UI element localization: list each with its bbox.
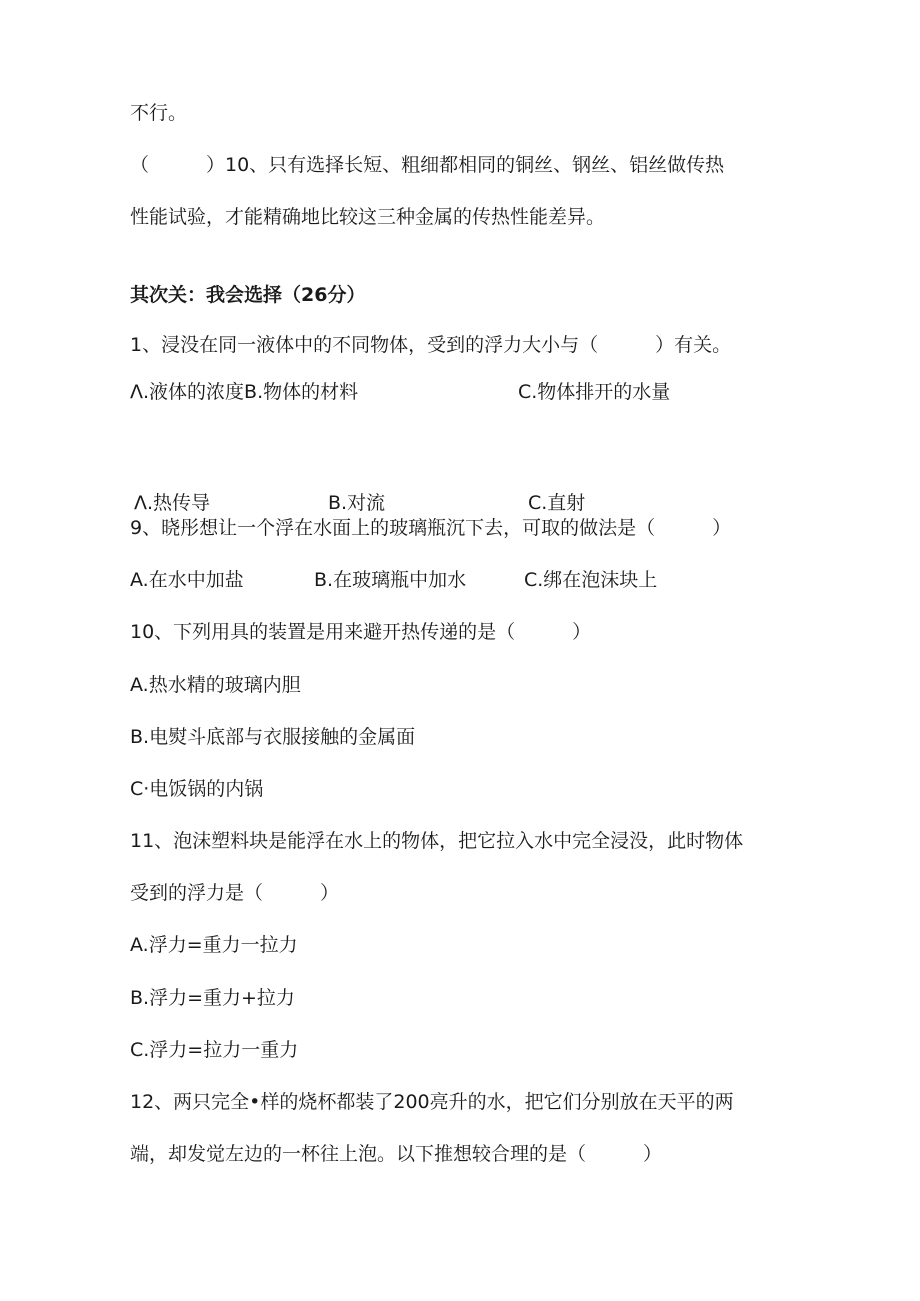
- question-10: 10、下列用具的装置是用来避开热传递的是（ ）: [130, 621, 592, 643]
- question-11-option-b: B.浮力=重力+拉力: [130, 987, 295, 1009]
- question-1-option-ab: Λ.液体的浓度B.物体的材料: [130, 381, 359, 403]
- question-10-option-c: C·电饭锅的内锅: [130, 778, 264, 800]
- question-9-option-c: C.绑在泡沫块上: [524, 569, 658, 591]
- question-12-cont: 端，却发觉左边的一杯往上泡。以下推想较合理的是（ ）: [130, 1143, 663, 1165]
- question-10-option-b: B.电熨斗底部与衣服接触的金属面: [130, 726, 416, 748]
- question-12: 12、两只完全•样的烧杯都装了200亮升的水，把它们分别放在天平的两: [130, 1091, 734, 1113]
- question-8-option-a: Λ.热传导: [134, 492, 211, 514]
- question-11-cont: 受到的浮力是（ ）: [130, 882, 340, 904]
- question-1-option-c: C.物体排开的水量: [518, 381, 671, 403]
- question-9-option-b: B.在玻璃瓶中加水: [314, 569, 467, 591]
- question-9: 9、晓彤想让一个浮在水面上的玻璃瓶沉下去，可取的做法是（ ）: [130, 517, 732, 539]
- question-1: 1、浸没在同一液体中的不同物体，受到的浮力大小与（ ）有关。: [130, 334, 732, 356]
- question-11-option-c: C.浮力=拉力一重力: [130, 1039, 299, 1061]
- question-11: 11、泡沫塑料块是能浮在水上的物体，把它拉入水中完全浸没，此时物体: [130, 830, 744, 852]
- question-9-option-a: A.在水中加盐: [130, 569, 244, 591]
- question-8-option-b: B.对流: [328, 492, 386, 514]
- question-8-option-c: C.直射: [528, 492, 586, 514]
- true-false-question-10: （ ）10、只有选择长短、粗细都相同的铜丝、钢丝、铝丝做传热: [130, 154, 725, 176]
- text-line-continuation: 不行。: [130, 102, 188, 124]
- section-title: 其次关：我会选择（26分）: [130, 284, 366, 306]
- question-10-option-a: A.热水精的玻璃内胆: [130, 674, 301, 696]
- true-false-question-10-cont: 性能试验，才能精确地比较这三种金属的传热性能差异。: [130, 206, 606, 228]
- question-11-option-a: A.浮力=重力一拉力: [130, 934, 298, 956]
